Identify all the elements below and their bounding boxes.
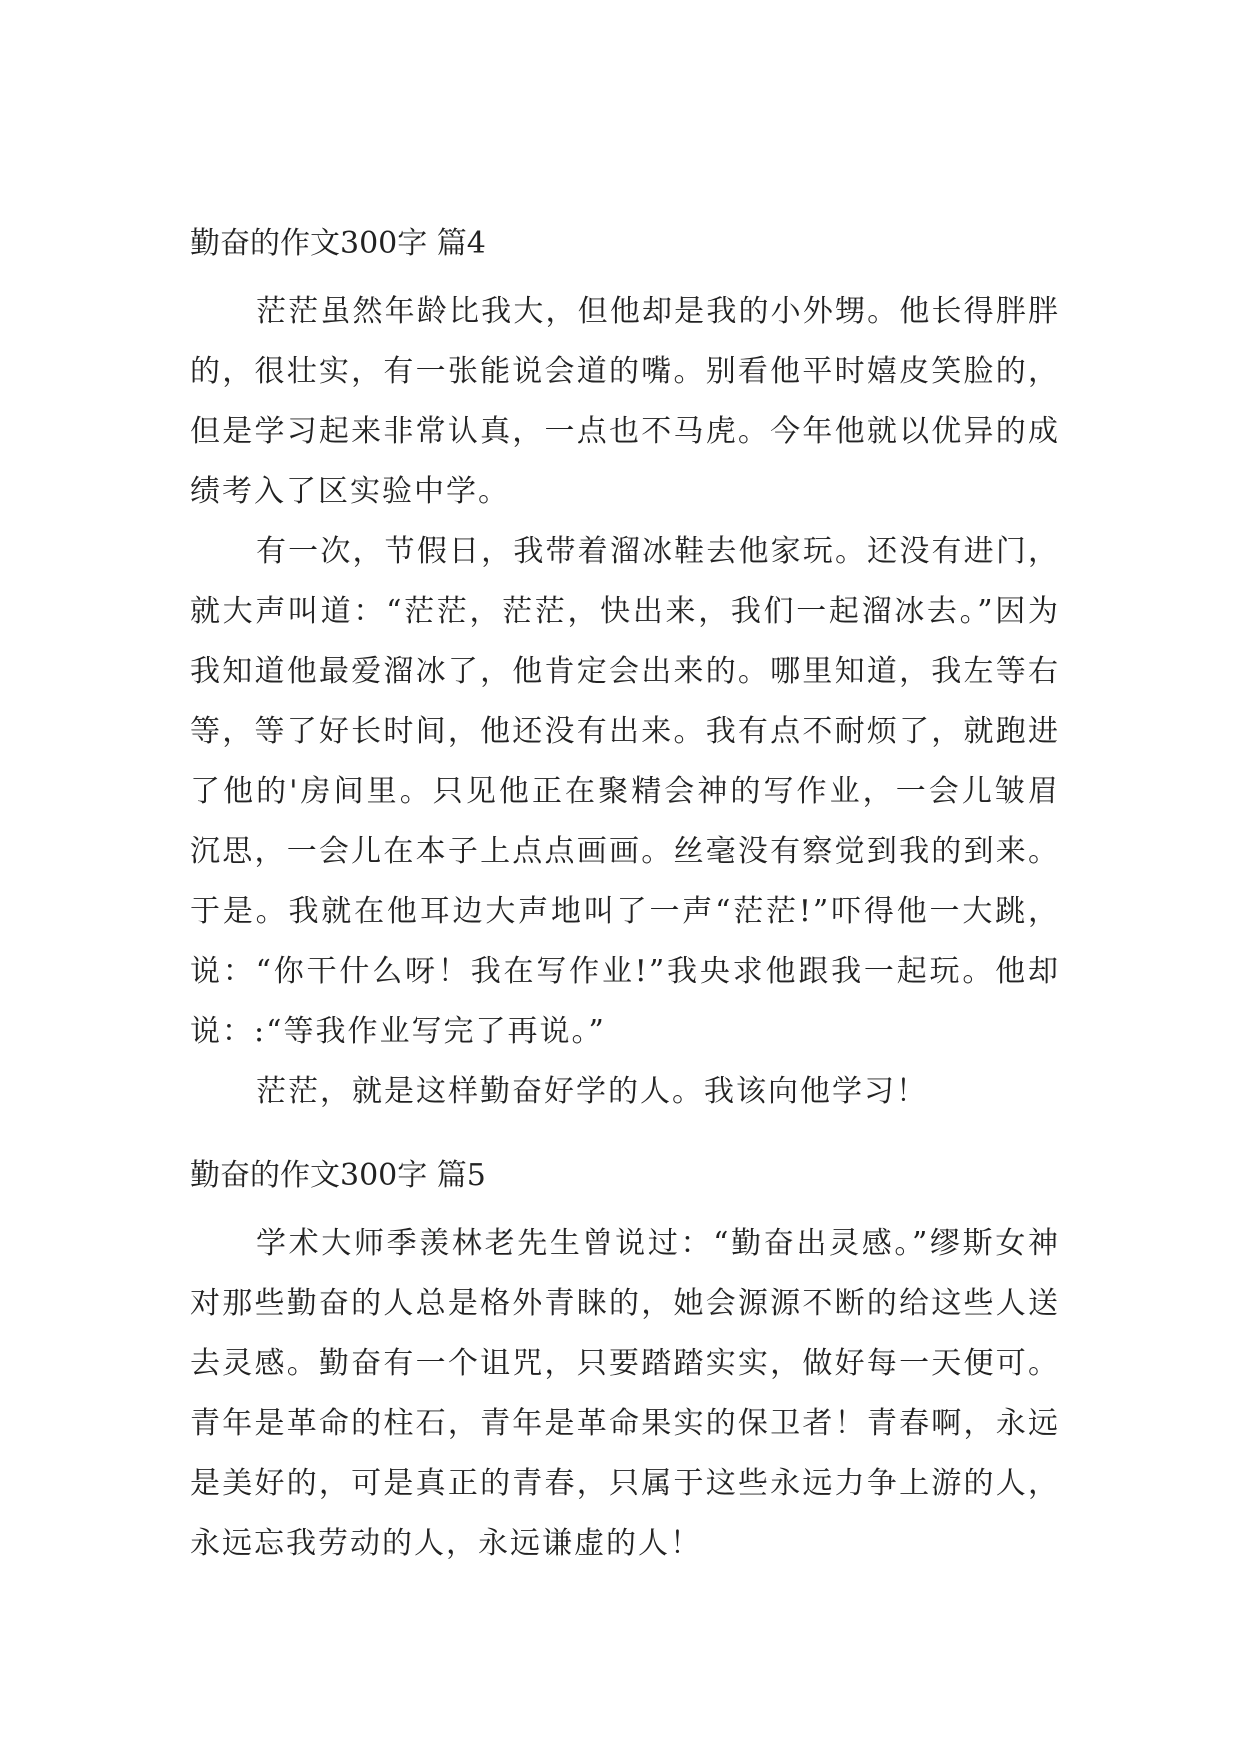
paragraph: 有一次，节假日，我带着溜冰鞋去他家玩。还没有进门，就大声叫道：“茫茫，茫茫，快出来，我们一起溜冰去。”因为我知道他最爱溜冰了，他肯定会出来的。哪里知道，我左等右等，等了好长时间，他还没有出来。我有点不耐烦了，就跑进了他的'房间里。只见他正在聚精会神的写作业，一会儿皱眉沉思，一会儿在本子上点点画画。丝毫没有察觉到我的到来。于是。我就在他耳边大声地叫了一声“茫茫!”吓得他一大跳，说：“你干什么呀！我在写作业!”我央求他跟我一起玩。他却说：:“等我作业写完了再说。”: [190, 534, 1060, 1049]
paragraph: 茫茫虽然年龄比我大，但他却是我的小外甥。他长得胖胖的，很壮实，有一张能说会道的嘴。别看他平时嬉皮笑脸的，但是学习起来非常认真，一点也不马虎。今年他就以优异的成绩考入了区实验中学。: [190, 294, 1060, 509]
section-heading: 勤奋的作文300字 篇5: [190, 1158, 486, 1193]
essay-section-4: [190, 222, 1060, 1122]
paragraph: 茫茫，就是这样勤奋好学的人。我该向他学习！: [256, 1074, 928, 1109]
essay-section-5: [190, 1154, 1060, 1574]
paragraph: 学术大师季羡林老先生曾说过：“勤奋出灵感。”缪斯女神对那些勤奋的人总是格外青睐的，她会源源不断的给这些人送去灵感。勤奋有一个诅咒，只要踏踏实实，做好每一天便可。青年是革命的柱石，青年是革命果实的保卫者！青春啊，永远是美好的，可是真正的青春，只属于这些永远力争上游的人，永远忘我劳动的人，永远谦虚的人！: [190, 1226, 1060, 1561]
section-heading: 勤奋的作文300字 篇4: [190, 226, 486, 261]
